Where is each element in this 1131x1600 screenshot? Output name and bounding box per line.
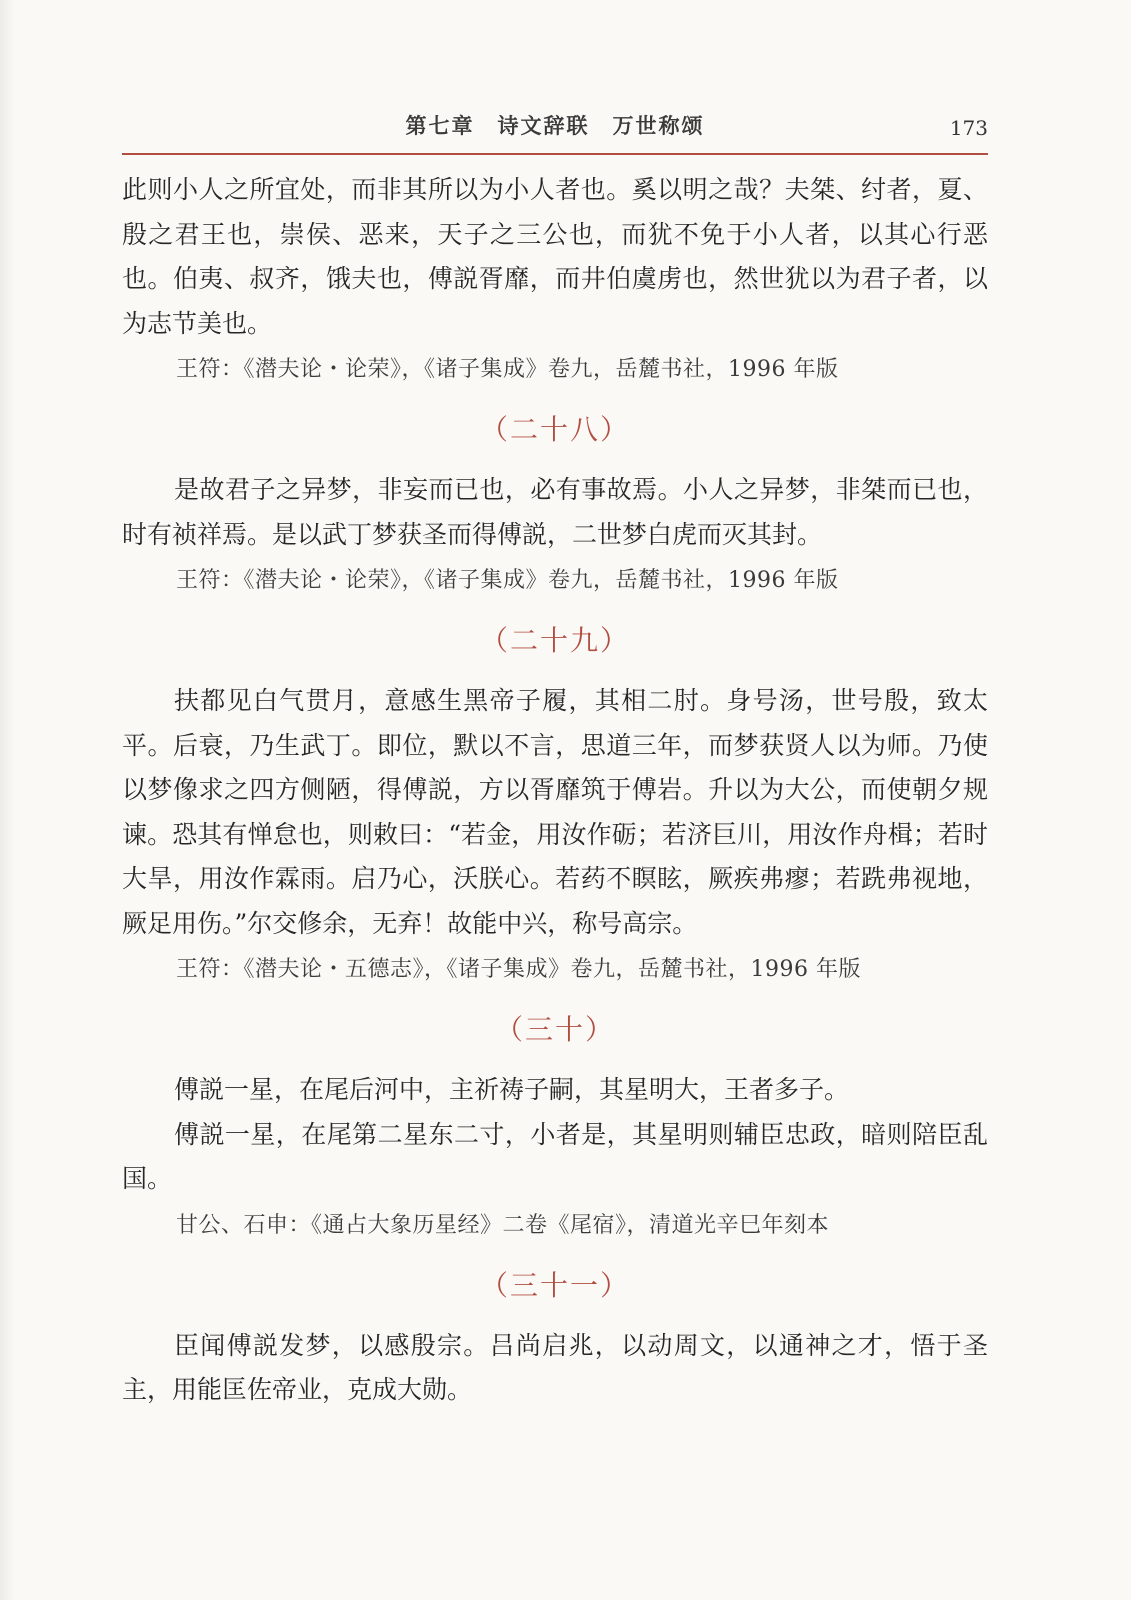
page-edge-shadow xyxy=(0,0,14,1600)
paragraph: 臣闻傅説发梦，以感殷宗。吕尚启兆，以动周文，以通神之才，悟于圣主，用能匡佐帝业，克成大勋。 xyxy=(122,1330,988,1404)
paragraph: 傅説一星，在尾第二星东二寸，小者是，其星明则辅臣忠政，暗则陪臣乱国。 xyxy=(122,1119,988,1193)
citation: 王符：《潜夫论・论荣》，《诸子集成》卷九，岳麓书社，1996 年版 xyxy=(176,568,839,593)
section-heading-28: （二十八） xyxy=(479,413,630,446)
citation: 甘公、石申：《通占大象历星经》二卷《尾宿》，清道光辛巳年刻本 xyxy=(176,1212,830,1238)
section-heading-29: （二十九） xyxy=(479,624,630,657)
citation: 王符：《潜夫论・五德志》，《诸子集成》卷九，岳麓书社，1996 年版 xyxy=(176,957,861,982)
chapter-title: 第七章 诗文辞联 万世称颂 xyxy=(405,114,705,138)
page-number: 173 xyxy=(949,116,988,140)
paragraph: 是故君子之异梦，非妄而已也，必有事故焉。小人之异梦，非桀而已也，时有祯祥焉。是以武丁梦获圣而得傅説，二世梦白虎而灭其封。 xyxy=(122,475,988,549)
citation: 王符：《潜夫论・论荣》，《诸子集成》卷九，岳麓书社，1996 年版 xyxy=(176,357,839,382)
header-rule xyxy=(122,153,988,155)
section-heading-31: （三十一） xyxy=(479,1268,630,1302)
page-body xyxy=(122,168,988,1413)
paragraph: 傅説一星，在尾后河中，主祈祷子嗣，其星明大，王者多子。 xyxy=(174,1075,850,1104)
paragraph: 扶都见白气贯月，意感生黑帝子履，其相二肘。身号汤，世号殷，致太平。后衰，乃生武丁。即位，默以不言，思道三年，而梦获贤人以为师。乃使以梦像求之四方侧陋，得傅説，方以胥靡筑于傅岩。升以为大公，而使朝夕规谏。恐其有惮怠也，则敕曰：“若金，用汝作砺；若济巨川，用汝作舟楫；若时大旱，用汝作霖雨。启乃心，沃朕心。若药不瞑眩，厥疾弗瘳；若跣弗视地，厥足用伤。”尔交修余，无弃！故能中兴，称号高宗。 xyxy=(122,686,988,938)
paragraph-continued: 此则小人之所宜处，而非其所以为小人者也。奚以明之哉？夫桀、纣者，夏、殷之君王也，崇侯、恶来，天子之三公也，而犹不免于小人者，以其心行恶也。伯夷、叔齐，饿夫也，傅説胥靡，而井伯虞虏也，然世犹以为君子者，以为志节美也。 xyxy=(122,175,988,338)
section-heading-30: （三十） xyxy=(494,1013,615,1046)
running-head xyxy=(122,108,988,156)
